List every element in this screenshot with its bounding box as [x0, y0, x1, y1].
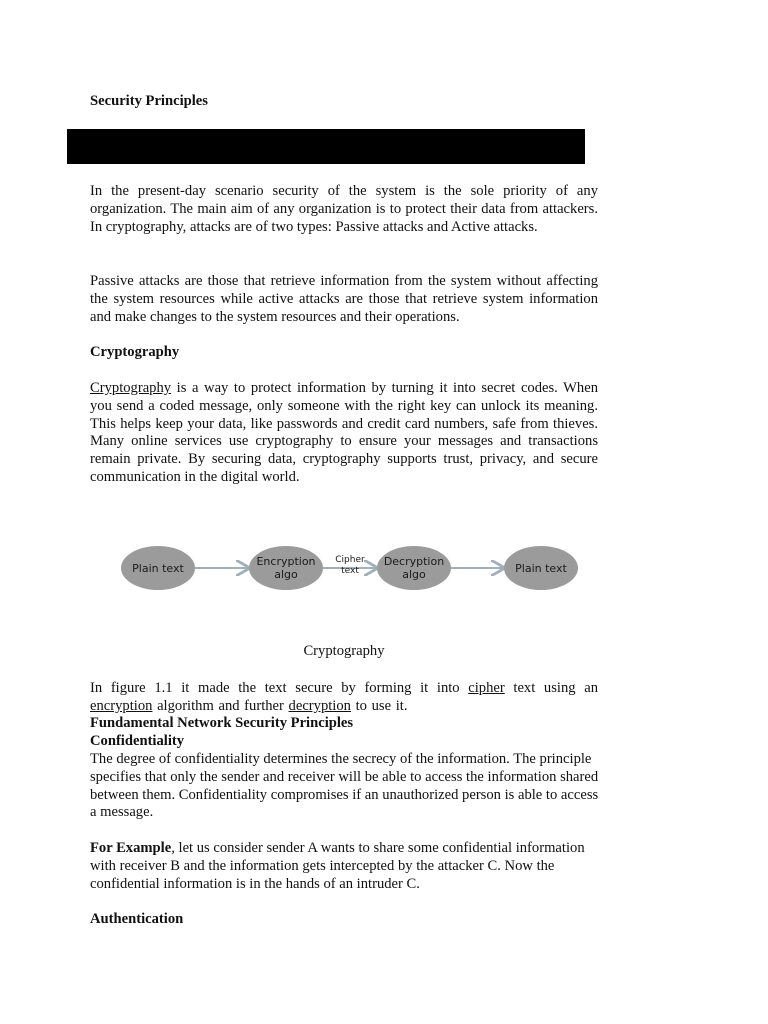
document-title: Security Principles — [90, 93, 208, 109]
node-label: Decryption algo — [383, 555, 445, 581]
cryptography-paragraph-text: is a way to protect information by turning it into secret codes. When you send a coded message, only someone with the right key can unlock its meaning. This helps keep your data, like passwords and credit card numbers, safe from thieves. Many online services use cryptography to ensure your messages and transactions remain private. By securing data, cryptography supports trust, privacy, and secure communication in the digital world. — [90, 380, 598, 485]
example-text: , let us consider sender A wants to share some confidential information with receiver B and the information gets intercepted by the attacker C. Now the confidential information is in the hands of an intruder C. — [90, 840, 585, 892]
diagram-node-encryption — [249, 546, 323, 590]
figure-paragraph: In figure 1.1 it made the text secure by forming it into cipher text using an encryption algorithm and further decryption to use it. — [90, 680, 598, 714]
node-label: Encryption algo — [256, 555, 316, 581]
node-label: Plain text — [515, 561, 567, 575]
encryption-link[interactable]: encryption — [90, 697, 153, 714]
fundamental-principles-heading: Fundamental Network Security Principles — [90, 715, 354, 731]
confidentiality-paragraph: The degree of confidentiality determines the secrecy of the information. The principle specifies that only the sender and receiver will be able to access the information shared between them. Confidentiality compromises if an unauthorized person is able to access a message. — [90, 751, 599, 821]
figure-caption: Cryptography — [303, 643, 385, 659]
diagram-node-plain-text-end — [504, 546, 578, 590]
intro-paragraph: In the present-day scenario security of the system is the sole priority of any organization. The main aim of any organization is to protect their data from attackers. In cryptography, attacks are of two types: Passive attacks and Active attacks. — [90, 183, 598, 235]
cryptography-link[interactable]: Cryptography — [90, 380, 172, 396]
cipher-link[interactable]: cipher — [468, 680, 505, 696]
confidentiality-heading: Confidentiality — [90, 733, 185, 749]
diagram-node-decryption — [377, 546, 451, 590]
node-label: Plain text — [132, 561, 184, 575]
example-label: For Example — [90, 840, 172, 856]
cryptography-heading: Cryptography — [90, 344, 180, 360]
authentication-heading: Authentication — [90, 911, 184, 927]
diagram-node-plain-text-start — [121, 546, 195, 590]
decryption-link[interactable]: decryption — [288, 697, 351, 714]
example-paragraph — [90, 840, 600, 893]
passive-active-paragraph: Passive attacks are those that retrieve information from the system without affecting the system resources while active attacks are those that retrieve system information and make changes to the system resources and their operations. — [90, 273, 598, 325]
cipher-text-label: Cipher text — [335, 555, 365, 576]
